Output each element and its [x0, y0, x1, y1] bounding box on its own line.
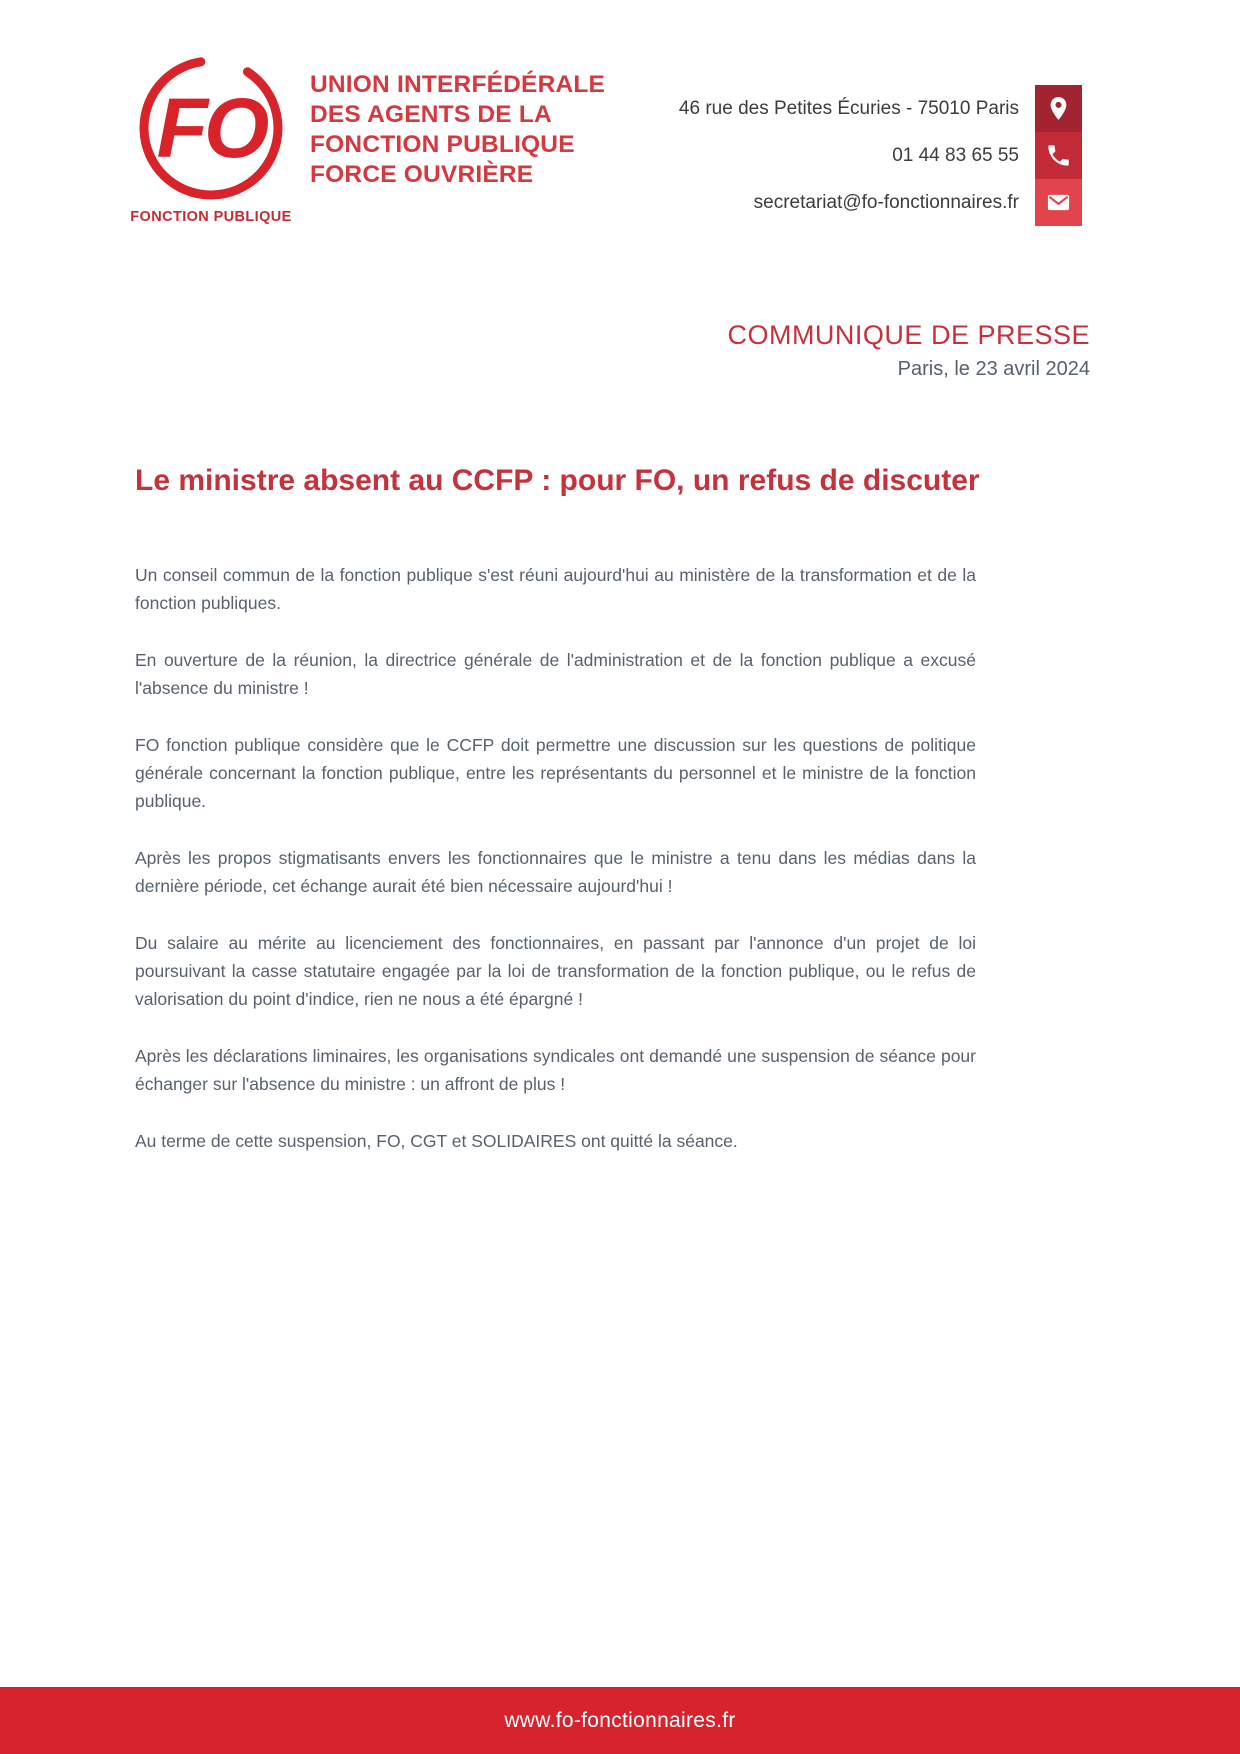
paragraph: Après les propos stigmatisants envers les fonctionnaires que le ministre a tenu dans les médias dans la dernière période, cet échange aurait été bien nécessaire aujourd'hui !: [135, 848, 976, 896]
organization-name: [310, 70, 605, 190]
contact-phone-row: [679, 132, 1082, 179]
contact-block: [679, 85, 1082, 226]
location-pin-icon: [1035, 85, 1082, 132]
fo-circle-logo-icon: [130, 56, 292, 206]
envelope-icon: [1035, 179, 1082, 226]
footer-bar: [0, 1687, 1240, 1754]
paragraph: Après les déclarations liminaires, les organisations syndicales ont demandé une suspension de séance pour échanger sur l'absence du ministre : un affront de plus !: [135, 1046, 976, 1094]
logo-sublabel: FONCTION PUBLIQUE: [130, 209, 292, 225]
svg-text:FO: FO: [156, 81, 266, 175]
dateline: Paris, le 23 avril 2024: [897, 358, 1090, 380]
org-name-line: FONCTION PUBLIQUE: [310, 131, 575, 158]
paragraph: Du salaire au mérite au licenciement des fonctionnaires, en passant par l'annonce d'un projet de loi poursuivant la casse statutaire engagée par la loi de transformation de la fonction publique, ou le refus de valorisation du point d'indice, rien ne nous a été épargné !: [135, 933, 976, 1009]
paragraph: En ouverture de la réunion, la directrice générale de l'administration et de la fonction publique a excusé l'absence du ministre !: [135, 650, 976, 698]
phone-icon: [1035, 132, 1082, 179]
phone-text: 01 44 83 65 55: [892, 144, 1019, 166]
body-paragraphs: [135, 561, 976, 1184]
contact-email-row: [679, 179, 1082, 226]
org-name-line: UNION INTERFÉDÉRALE: [310, 71, 606, 98]
headline: Le ministre absent au CCFP : pour FO, un refus de discuter: [135, 464, 980, 497]
paragraph: Au terme de cette suspension, FO, CGT et SOLIDAIRES ont quitté la séance.: [135, 1131, 738, 1151]
website-link[interactable]: www.fo-fonctionnaires.fr: [504, 1708, 736, 1732]
org-name-line: FORCE OUVRIÈRE: [310, 161, 534, 188]
address-text: 46 rue des Petites Écuries - 75010 Paris: [678, 97, 1019, 119]
org-name-line: DES AGENTS DE LA: [310, 101, 552, 128]
paragraph: Un conseil commun de la fonction publique s'est réuni aujourd'hui au ministère de la transformation et de la fonction publiques.: [135, 565, 976, 613]
contact-address-row: [679, 85, 1082, 132]
email-text[interactable]: secretariat@fo-fonctionnaires.fr: [753, 191, 1019, 213]
paragraph: FO fonction publique considère que le CCFP doit permettre une discussion sur les questions de politique générale concernant la fonction publique, entre les représentants du personnel et le ministre de la fonction publique.: [135, 735, 976, 811]
press-release-kicker: COMMUNIQUE DE PRESSE: [727, 320, 1090, 350]
fo-logo-block: [126, 56, 296, 225]
